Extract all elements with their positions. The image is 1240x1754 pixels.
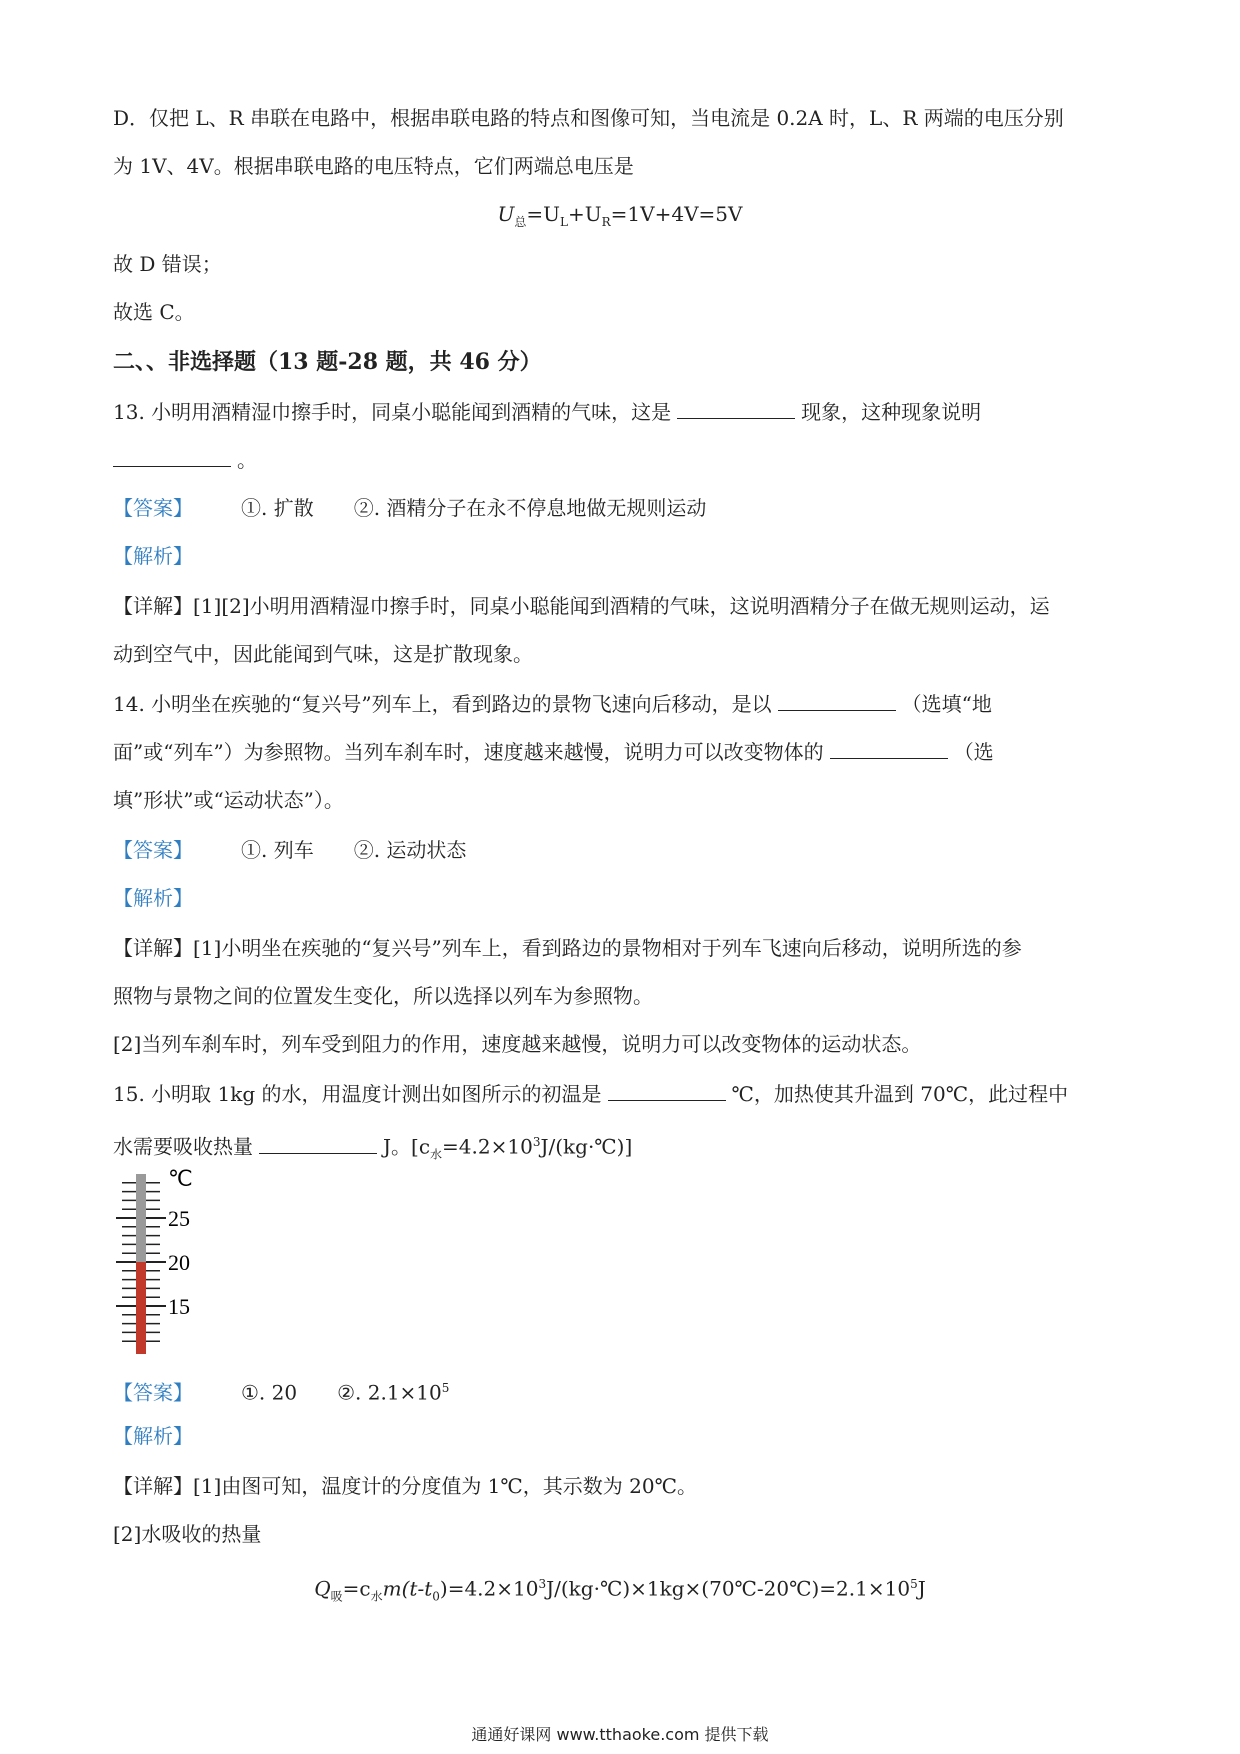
q13-blank-1[interactable] — [677, 398, 795, 419]
thermometer-tick-label: 20 — [168, 1250, 190, 1275]
q14-stem-line-2: 面”或“列车”）为参照物。当列车刹车时，速度越来越慢，说明力可以改变物体的 （选 — [113, 740, 994, 764]
q13-stem-line-1: 13. 小明用酒精湿巾擦手时，同桌小聪能闻到酒精的气味，这是 现象，这种现象说明 — [113, 400, 982, 424]
thermometer-tick-label: 15 — [168, 1294, 190, 1319]
thermometer-liquid — [136, 1262, 146, 1354]
thermometer-tick-label: 25 — [168, 1206, 190, 1231]
q14-stem-line-1: 14. 小明坐在疾驰的“复兴号”列车上，看到路边的景物飞速向后移动，是以 （选填“地 — [113, 692, 992, 716]
q13-detail-1: 【详解】[1][2]小明用酒精湿巾擦手时，同桌小聪能闻到酒精的气味，这说明酒精分子在做无规则运动，运 — [113, 594, 1050, 618]
part-d-choice: 故选 C。 — [113, 300, 195, 324]
q13-analysis-label: 【解析】 — [113, 544, 193, 568]
q14-detail-3: [2]当列车刹车时，列车受到阻力的作用，速度越来越慢，说明力可以改变物体的运动状态。 — [113, 1032, 922, 1056]
q14-stem-line-3: 填”形状”或“运动状态”）。 — [113, 788, 344, 812]
q15-blank-1[interactable] — [608, 1080, 726, 1101]
thermometer-figure — [112, 1168, 212, 1358]
q14-detail-1: 【详解】[1]小明坐在疾驰的“复兴号”列车上，看到路边的景物相对于列车飞速向后移动，说明所选的参 — [113, 936, 1022, 960]
q15-detail-1: 【详解】[1]由图可知，温度计的分度值为 1℃，其示数为 20℃。 — [113, 1474, 697, 1498]
q15-stem-line-1: 15. 小明取 1kg 的水，用温度计测出如图所示的初温是 ℃，加热使其升温到 70℃，此过程中 — [113, 1082, 1069, 1106]
q14-analysis-label: 【解析】 — [113, 886, 193, 910]
q15-analysis-label: 【解析】 — [113, 1424, 193, 1448]
thermometer-unit: ℃ — [168, 1168, 193, 1191]
q13-stem-line-2: 。 — [113, 446, 257, 474]
q14-blank-2[interactable] — [830, 738, 948, 759]
q15-answer: 【答案】 ①. 20 ②. $2.1\times 10^5$ — [113, 1380, 450, 1405]
part-d-conclusion: 故 D 错误； — [113, 252, 222, 276]
section-heading: 二、、非选择题（13 题-28 题，共 46 分） — [113, 349, 542, 375]
q14-answer: 【答案】 ①. 列车 ②. 运动状态 — [113, 838, 467, 862]
q15-stem-line-2: 水需要吸收热量 J。$[c_水=4.2\times 10^3J/(kg\cdot℃)]$ — [113, 1134, 633, 1162]
q15-detail-2: [2]水吸收的热量 — [113, 1522, 262, 1546]
part-d-line-2: 为 1V、4V。根据串联电路的电压特点，它们两端总电压是 — [113, 154, 634, 178]
q14-blank-1[interactable] — [778, 690, 896, 711]
part-d-line-1: D．仅把 L、R 串联在电路中，根据串联电路的特点和图像可知，当电流是 0.2A 时，L、R 两端的电压分别 — [113, 106, 1064, 130]
q13-detail-2: 动到空气中，因此能闻到气味，这是扩散现象。 — [113, 642, 533, 666]
part-d-formula: $U_总=U_L+U_R=1V+4V=5V$ — [497, 202, 743, 229]
footer-source: 通通好课网 www.tthaoke.com 提供下载 — [471, 1725, 769, 1744]
q13-blank-2[interactable] — [113, 446, 231, 467]
q13-answer: 【答案】 ①. 扩散 ②. 酒精分子在永不停息地做无规则运动 — [113, 496, 707, 520]
q15-blank-2[interactable] — [259, 1133, 377, 1154]
q15-formula: $Q_吸=c_水m(t-t_0)=4.2\times 10^3J/(kg\cdot℃)\times 1kg\times(70℃-20℃)=2.1\times 10^5J$ — [314, 1576, 926, 1604]
q14-detail-2: 照物与景物之间的位置发生变化，所以选择以列车为参照物。 — [113, 984, 653, 1008]
